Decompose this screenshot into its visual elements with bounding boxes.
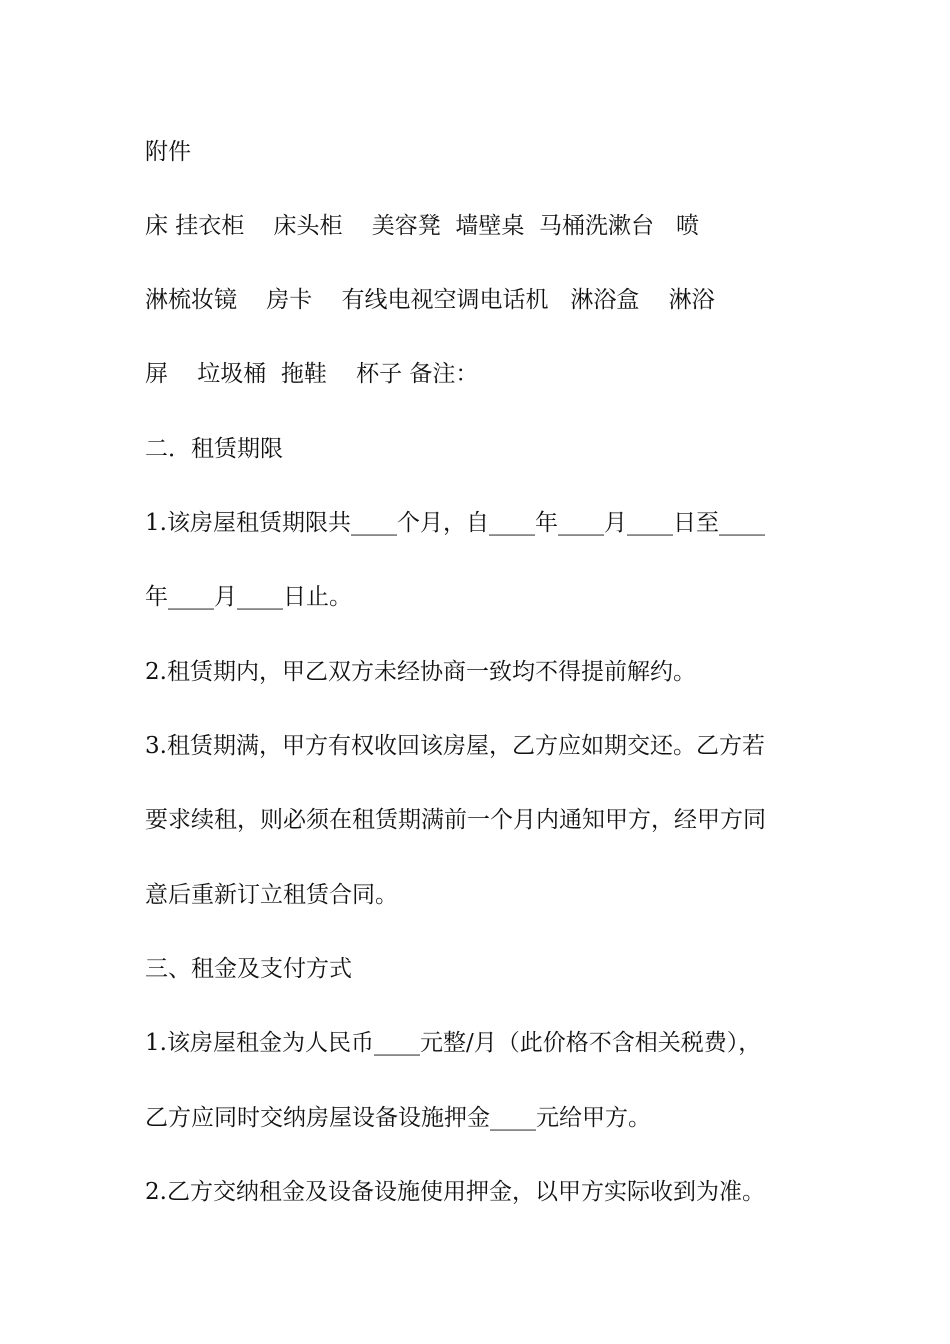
- attachment-list-line-2: 淋梳妆镜 房卡 有线电视空调电话机 淋浴盒 淋浴: [145, 287, 715, 313]
- clause-text-line: 2.乙方交纳租金及设备设施使用押金，以甲方实际收到为准。: [145, 1179, 765, 1205]
- attachment-heading: 附件: [145, 139, 191, 165]
- clause-text-line: 2.租赁期内，甲乙双方未经协商一致均不得提前解约。: [145, 659, 696, 685]
- clause-text-line: 年____月____日止。: [145, 584, 352, 610]
- attachment-list-line-1: 床 挂衣柜 床头柜 美容凳 墙壁桌 马桶洗漱台 喷: [145, 213, 699, 239]
- clause-text-line: 3.租赁期满，甲方有权收回该房屋，乙方应如期交还。乙方若: [145, 733, 765, 759]
- attachment-list-line-3: 屏 垃圾桶 拖鞋 杯子 备注：: [145, 361, 479, 387]
- clause-text-line: 要求续租，则必须在租赁期满前一个月内通知甲方，经甲方同: [145, 807, 766, 833]
- clause-text-line: 1.该房屋租赁期限共____个月，自____年____月____日至____: [145, 510, 765, 536]
- section-heading-rent-payment: 三、租金及支付方式: [145, 956, 352, 982]
- clause-text-line: 1.该房屋租金为人民币____元整/月（此价格不含相关税费），: [145, 1030, 762, 1056]
- clause-text-line: 乙方应同时交纳房屋设备设施押金____元给甲方。: [145, 1105, 651, 1131]
- section-heading-lease-term: 二．租赁期限: [145, 436, 283, 462]
- clause-text-line: 意后重新订立租赁合同。: [145, 882, 398, 908]
